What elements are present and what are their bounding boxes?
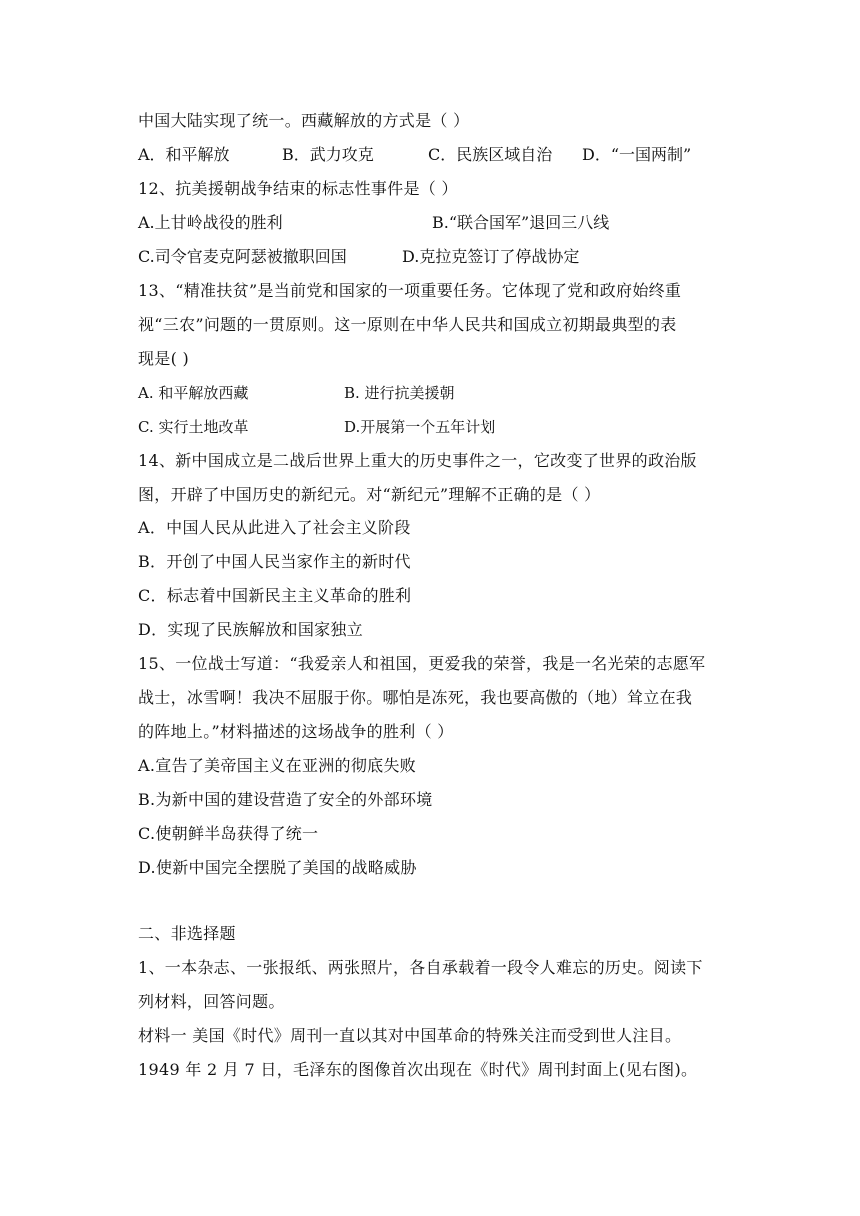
q15-stem-line-2: 战士，冰雪啊！我决不屈服于你。哪怕是冻死，我也要高傲的（地）耸立在我	[138, 688, 693, 707]
q13-options-row-1	[138, 383, 738, 403]
q13-stem-line-2: 视“三农”问题的一贯原则。这一原则在中华人民共和国成立初期最典型的表	[138, 315, 677, 334]
q13-option-a: A. 和平解放西藏	[138, 384, 249, 402]
q12-options-row-1	[138, 213, 738, 233]
q11-option-a: A．和平解放	[138, 145, 230, 164]
s2-q1-line-2: 列材料，回答问题。	[138, 992, 285, 1011]
q14-option-b: B．开创了中国人民当家作主的新时代	[138, 552, 411, 571]
q15-option-d: D.使新中国完全摆脱了美国的战略威胁	[138, 858, 417, 877]
q11-option-d: D．“一国两制”	[582, 145, 692, 164]
s2-q1-line-1: 1、一本杂志、一张报纸、两张照片，各自承载着一段令人难忘的历史。阅读下	[138, 958, 703, 977]
q12-option-d: D.克拉克签订了停战协定	[402, 247, 580, 266]
q15-stem-line-3: 的阵地上。”材料描述的这场战争的胜利（ ）	[138, 722, 454, 741]
q15-option-b: B.为新中国的建设营造了安全的外部环境	[138, 790, 433, 809]
s2-q1-line-3: 材料一 美国《时代》周刊一直以其对中国革命的特殊关注而受到世人注目。	[138, 1026, 682, 1045]
q11-option-b: B．武力攻克	[282, 145, 374, 164]
q11-option-c: C．民族区域自治	[428, 145, 553, 164]
q12-option-a: A.上甘岭战役的胜利	[138, 213, 283, 232]
q12-option-b: B.“联合国军”退回三八线	[432, 213, 610, 232]
q15-option-a: A.宣告了美帝国主义在亚洲的彻底失败	[138, 756, 417, 775]
q12-option-c: C.司令官麦克阿瑟被撤职回国	[138, 247, 347, 266]
q12-options-row-2	[138, 247, 738, 267]
q13-option-d: D.开展第一个五年计划	[344, 418, 496, 436]
q13-stem-line-3: 现是( )	[138, 349, 190, 368]
q14-option-a: A．中国人民从此进入了社会主义阶段	[138, 518, 411, 537]
q14-option-c: C．标志着中国新民主主义革命的胜利	[138, 586, 412, 605]
q13-option-b: B. 进行抗美援朝	[344, 384, 455, 402]
q13-stem-line-1: 13、“精准扶贫”是当前党和国家的一项重要任务。它体现了党和政府始终重	[138, 281, 682, 300]
q11-options-row	[138, 145, 738, 165]
q12-stem: 12、抗美援朝战争结束的标志性事件是（ ）	[138, 179, 458, 198]
q15-stem-line-1: 15、一位战士写道：“我爱亲人和祖国，更爱我的荣誉，我是一名光荣的志愿军	[138, 654, 706, 673]
q13-option-c: C. 实行土地改革	[138, 418, 249, 436]
q13-options-row-2	[138, 417, 738, 437]
q14-stem-line-2: 图，开辟了中国历史的新纪元。对“新纪元”理解不正确的是（ ）	[138, 485, 601, 504]
q14-stem-line-1: 14、新中国成立是二战后世界上重大的历史事件之一，它改变了世界的政治版	[138, 451, 697, 470]
q14-option-d: D．实现了民族解放和国家独立	[138, 620, 364, 639]
q11-stem-tail: 中国大陆实现了统一。西藏解放的方式是（ ）	[138, 111, 470, 130]
s2-q1-line-4: 1949 年 2 月 7 日，毛泽东的图像首次出现在《时代》周刊封面上(见右图)。	[138, 1060, 698, 1079]
section2-heading: 二、非选择题	[138, 924, 236, 943]
q15-option-c: C.使朝鲜半岛获得了统一	[138, 824, 319, 843]
